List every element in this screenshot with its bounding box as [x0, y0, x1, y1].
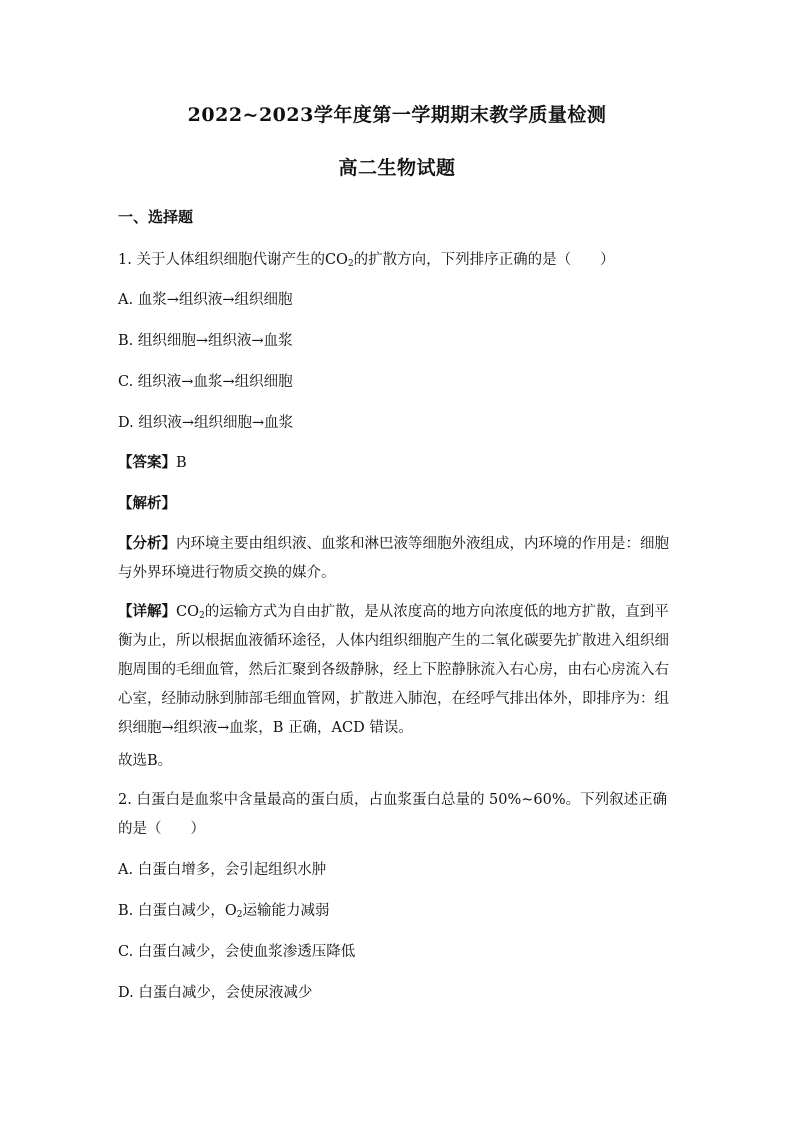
xiangjie-subscript: 2	[198, 611, 205, 621]
q1-stem-subscript: 2	[347, 259, 354, 269]
q1-stem-part-b: 的扩散方向，下列排序正确的是（ ）	[353, 252, 615, 268]
q1-conclusion: 故选B。	[118, 753, 173, 769]
q1-fenxi	[118, 529, 678, 588]
section-heading: 一、选择题	[118, 208, 194, 226]
q1-xiangjie	[118, 597, 678, 743]
q2-option-b-subscript: 2	[236, 910, 243, 920]
fenxi-label: 【分析】	[118, 535, 176, 552]
q2-option-c: C. 白蛋白减少，会使血浆渗透压降低	[118, 944, 356, 960]
question-1-stem	[118, 250, 678, 270]
q2-option-b-part-a: B. 白蛋白减少，O	[118, 903, 237, 919]
q2-option-b	[118, 901, 678, 921]
q1-option-b: B. 组织细胞→组织液→血浆	[118, 333, 293, 349]
question-2-stem: 2. 白蛋白是血浆中含量最高的蛋白质，占血浆蛋白总量的 50%~60%。下列叙述正确的是（ ）	[118, 792, 668, 837]
q1-option-d: D. 组织液→组织细胞→血浆	[118, 415, 294, 431]
exam-title: 2022~2023学年度第一学期期末教学质量检测	[187, 104, 607, 126]
q2-option-b-part-b: 运输能力减弱	[242, 903, 330, 919]
xiangjie-text-a: CO	[176, 604, 199, 620]
analysis-label: 【解析】	[118, 495, 176, 512]
answer-label: 【答案】	[118, 454, 176, 471]
q1-option-c: C. 组织液→血浆→组织细胞	[118, 374, 293, 390]
q2-option-a: A. 白蛋白增多，会引起组织水肿	[118, 862, 327, 878]
xiangjie-label: 【详解】	[118, 603, 176, 620]
q2-option-d: D. 白蛋白减少，会使尿液减少	[118, 985, 313, 1001]
fenxi-text: 内环境主要由组织液、血浆和淋巴液等细胞外液组成，内环境的作用是：细胞与外界环境进行物质交换的媒介。	[118, 536, 669, 581]
exam-subtitle: 高二生物试题	[338, 157, 456, 179]
xiangjie-text-b: 的运输方式为自由扩散，是从浓度高的地方向浓度低的地方扩散，直到平衡为止，所以根据血液循环途径，人体内组织细胞产生的二氧化碳要先扩散进入组织细胞周围的毛细血管，然后汇聚到各级静脉，经上下腔静脉流入右心房，由右心房流入右心室，经肺动脉到肺部毛细血管网，扩散进入肺泡，在经呼气排出体外，即排序为：组织细胞→组织液→血浆，B 正确，ACD 错误。	[118, 604, 669, 736]
answer-value: B	[176, 455, 187, 471]
q1-answer	[118, 453, 678, 473]
q1-option-a: A. 血浆→组织液→组织细胞	[118, 292, 293, 308]
q1-stem-part-a: 1. 关于人体组织细胞代谢产生的CO	[118, 252, 348, 268]
